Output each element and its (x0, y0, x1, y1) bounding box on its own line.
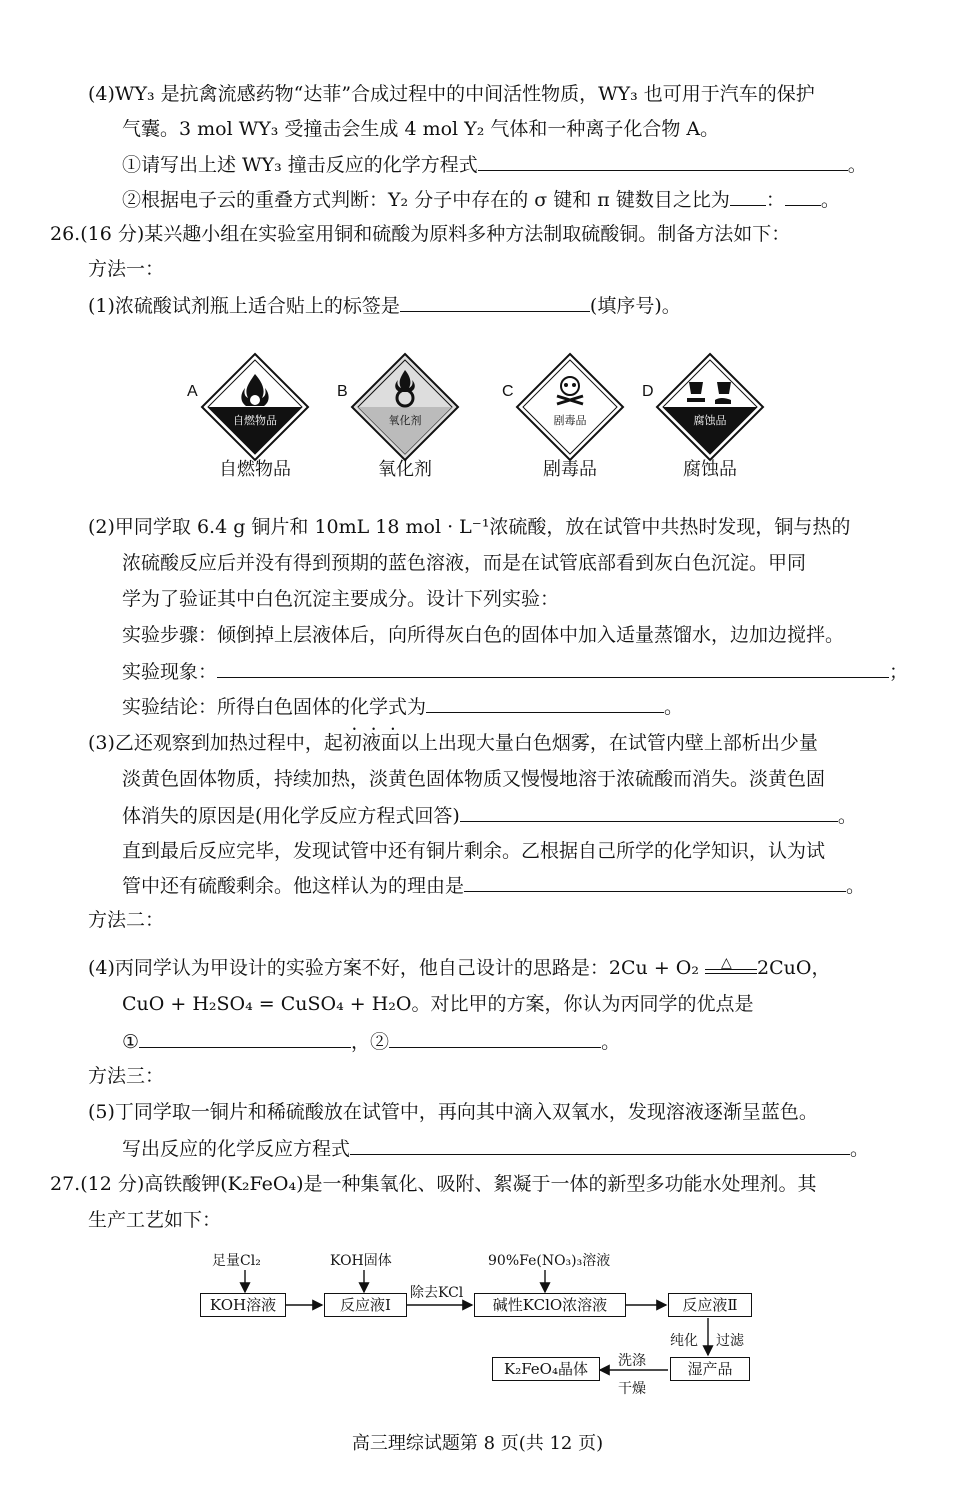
page-footer: 高三理综试题第 8 页(共 12 页) (351, 1433, 604, 1454)
q27-header1: 27.(12 分)高铁酸钾(K₂FeO₄)是一种集氧化、吸附、絮凝于一体的新型多功能水处理剂。其 (50, 1173, 817, 1195)
input-cl2: 足量Cl₂ (212, 1253, 261, 1269)
sign-inner-label: 剧毒品 (553, 414, 587, 427)
op-filter: 过滤 (716, 1333, 744, 1349)
sign-caption-a: 自燃物品 (219, 459, 291, 480)
op-wash: 洗涤 (618, 1353, 646, 1369)
box-koh-solution: KOH溶液 (200, 1293, 286, 1317)
q26-p2-l6-a: 实验结论：所得白色固体的 (122, 696, 351, 718)
period: 。 (820, 189, 840, 211)
op-remove-kcl: 除去KCl (410, 1285, 464, 1301)
box-alkaline-kclo: 碱性KClO浓溶液 (474, 1293, 626, 1317)
sign-inner-label: 氧化剂 (388, 414, 422, 427)
colon: ： (765, 189, 785, 211)
box-k2feo4-crystal: K₂FeO₄晶体 (492, 1357, 600, 1381)
emphasized-formula-word: 化学式 • • • (350, 696, 407, 718)
sign-letter-d: D (642, 383, 654, 400)
box-reaction-liquid-1: 反应液Ⅰ (324, 1293, 407, 1317)
period: 。 (601, 1031, 621, 1053)
q26-method2: 方法二： (88, 909, 165, 931)
q26-p3-l4: 直到最后反应完毕，发现试管中还有铜片剩余。乙根据自己所学的化学知识，认为试 (122, 840, 826, 862)
q26-p3-l5-text: 管中还有硫酸剩余。他这样认为的理由是 (122, 875, 465, 897)
sign-inner-label: 腐蚀品 (693, 414, 727, 427)
op-dry: 干燥 (618, 1381, 646, 1397)
sign-caption-d: 腐蚀品 (683, 459, 737, 480)
sign-caption-b: 氧化剂 (378, 459, 432, 480)
sign-letter-c: C (502, 383, 514, 400)
q26-method1: 方法一： (88, 258, 165, 280)
sign-caption-c: 剧毒品 (543, 459, 597, 480)
q26-p2-l3: 学为了验证其中白色沉淀主要成分。设计下列实验： (122, 588, 560, 610)
q26-method3: 方法三： (88, 1065, 165, 1087)
q25-4-sub1-text: ①请写出上述 WY₃ 撞击反应的化学方程式 (122, 154, 478, 176)
q26-p2-l5-text: 实验现象： (122, 661, 218, 683)
q26-header: 26.(16 分)某兴趣小组在实验室用铜和硫酸为原料多种方法制取硫酸铜。制备方法如下： (50, 223, 791, 245)
op-purify: 纯化 (670, 1333, 698, 1349)
period: 。 (664, 696, 684, 718)
q25-4-line2: 气囊。3 mol WY₃ 受撞击会生成 4 mol Y₂ 气体和一种离子化合物 A。 (122, 118, 720, 140)
box-wet-product: 湿产品 (670, 1357, 750, 1381)
q26-p3-l2: 淡黄色固体物质，持续加热，淡黄色固体物质又慢慢地溶于浓硫酸而消失。淡黄色固 (122, 768, 826, 790)
q25-4-sub2-text: ②根据电子云的重叠方式判断：Y₂ 分子中存在的 σ 键和 π 键数目之比为 (122, 189, 730, 211)
q26-p4-l2: CuO + H₂SO₄ = CuSO₄ + H₂O。对比甲的方案，你认为丙同学的优点是 (122, 993, 754, 1015)
period: 。 (847, 154, 867, 176)
q26-p5-l2-text: 写出反应的化学反应方程式 (122, 1138, 351, 1160)
sign-letter-b: B (337, 383, 348, 400)
q26-p2-l6-c: 为 (407, 696, 427, 718)
delta-symbol: △ (721, 955, 732, 971)
period: 。 (837, 805, 857, 827)
q27-header2: 生产工艺如下： (88, 1209, 222, 1231)
input-fe-nitrate: 90%Fe(NO₃)₃溶液 (488, 1253, 611, 1269)
period: 。 (846, 875, 866, 897)
input-koh-solid: KOH固体 (330, 1253, 392, 1269)
circle-1: ① (122, 1031, 140, 1053)
q26-p4-l1-tail: 2CuO， (757, 957, 831, 979)
q26-p3-l3-text: 体消失的原因是(用化学反应方程式回答) (122, 805, 460, 827)
q26-p3-l1: (3)乙还观察到加热过程中，起初液面以上出现大量白色烟雾，在试管内壁上部析出少量 (88, 732, 818, 754)
sign-letter-a: A (187, 383, 198, 400)
q26-p2-l4: 实验步骤：倾倒掉上层液体后，向所得灰白色的固体中加入适量蒸馏水，边加边搅拌。 (122, 624, 845, 646)
semicolon: ； (889, 661, 909, 683)
period: 。 (850, 1138, 870, 1160)
q25-4-line1: (4)WY₃ 是抗禽流感药物“达菲”合成过程中的中间活性物质，WY₃ 也可用于汽车的保护 (88, 83, 815, 105)
q26-p2-l1: (2)甲同学取 6.4 g 铜片和 10mL 18 mol · L⁻¹浓硫酸，放在试管中共热时发现，铜与热的 (88, 516, 851, 538)
box-reaction-liquid-2: 反应液Ⅱ (668, 1293, 752, 1317)
circle-2: ，② (351, 1031, 390, 1053)
q26-p5-l1: (5)丁同学取一铜片和稀硫酸放在试管中，再向其中滴入双氧水，发现溶液逐渐呈蓝色。 (88, 1101, 818, 1123)
q26-p1-tail: (填序号)。 (589, 295, 681, 317)
q26-p2-l2: 浓硫酸反应后并没有得到预期的蓝色溶液，而是在试管底部看到灰白色沉淀。甲同 (122, 552, 807, 574)
q26-p1-text: (1)浓硫酸试剂瓶上适合贴上的标签是 (88, 295, 400, 317)
q26-p4-l1-text: (4)丙同学认为甲设计的实验方案不好，他自己设计的思路是：2Cu + O₂ (88, 957, 699, 979)
sign-inner-label: 自燃物品 (233, 414, 277, 427)
